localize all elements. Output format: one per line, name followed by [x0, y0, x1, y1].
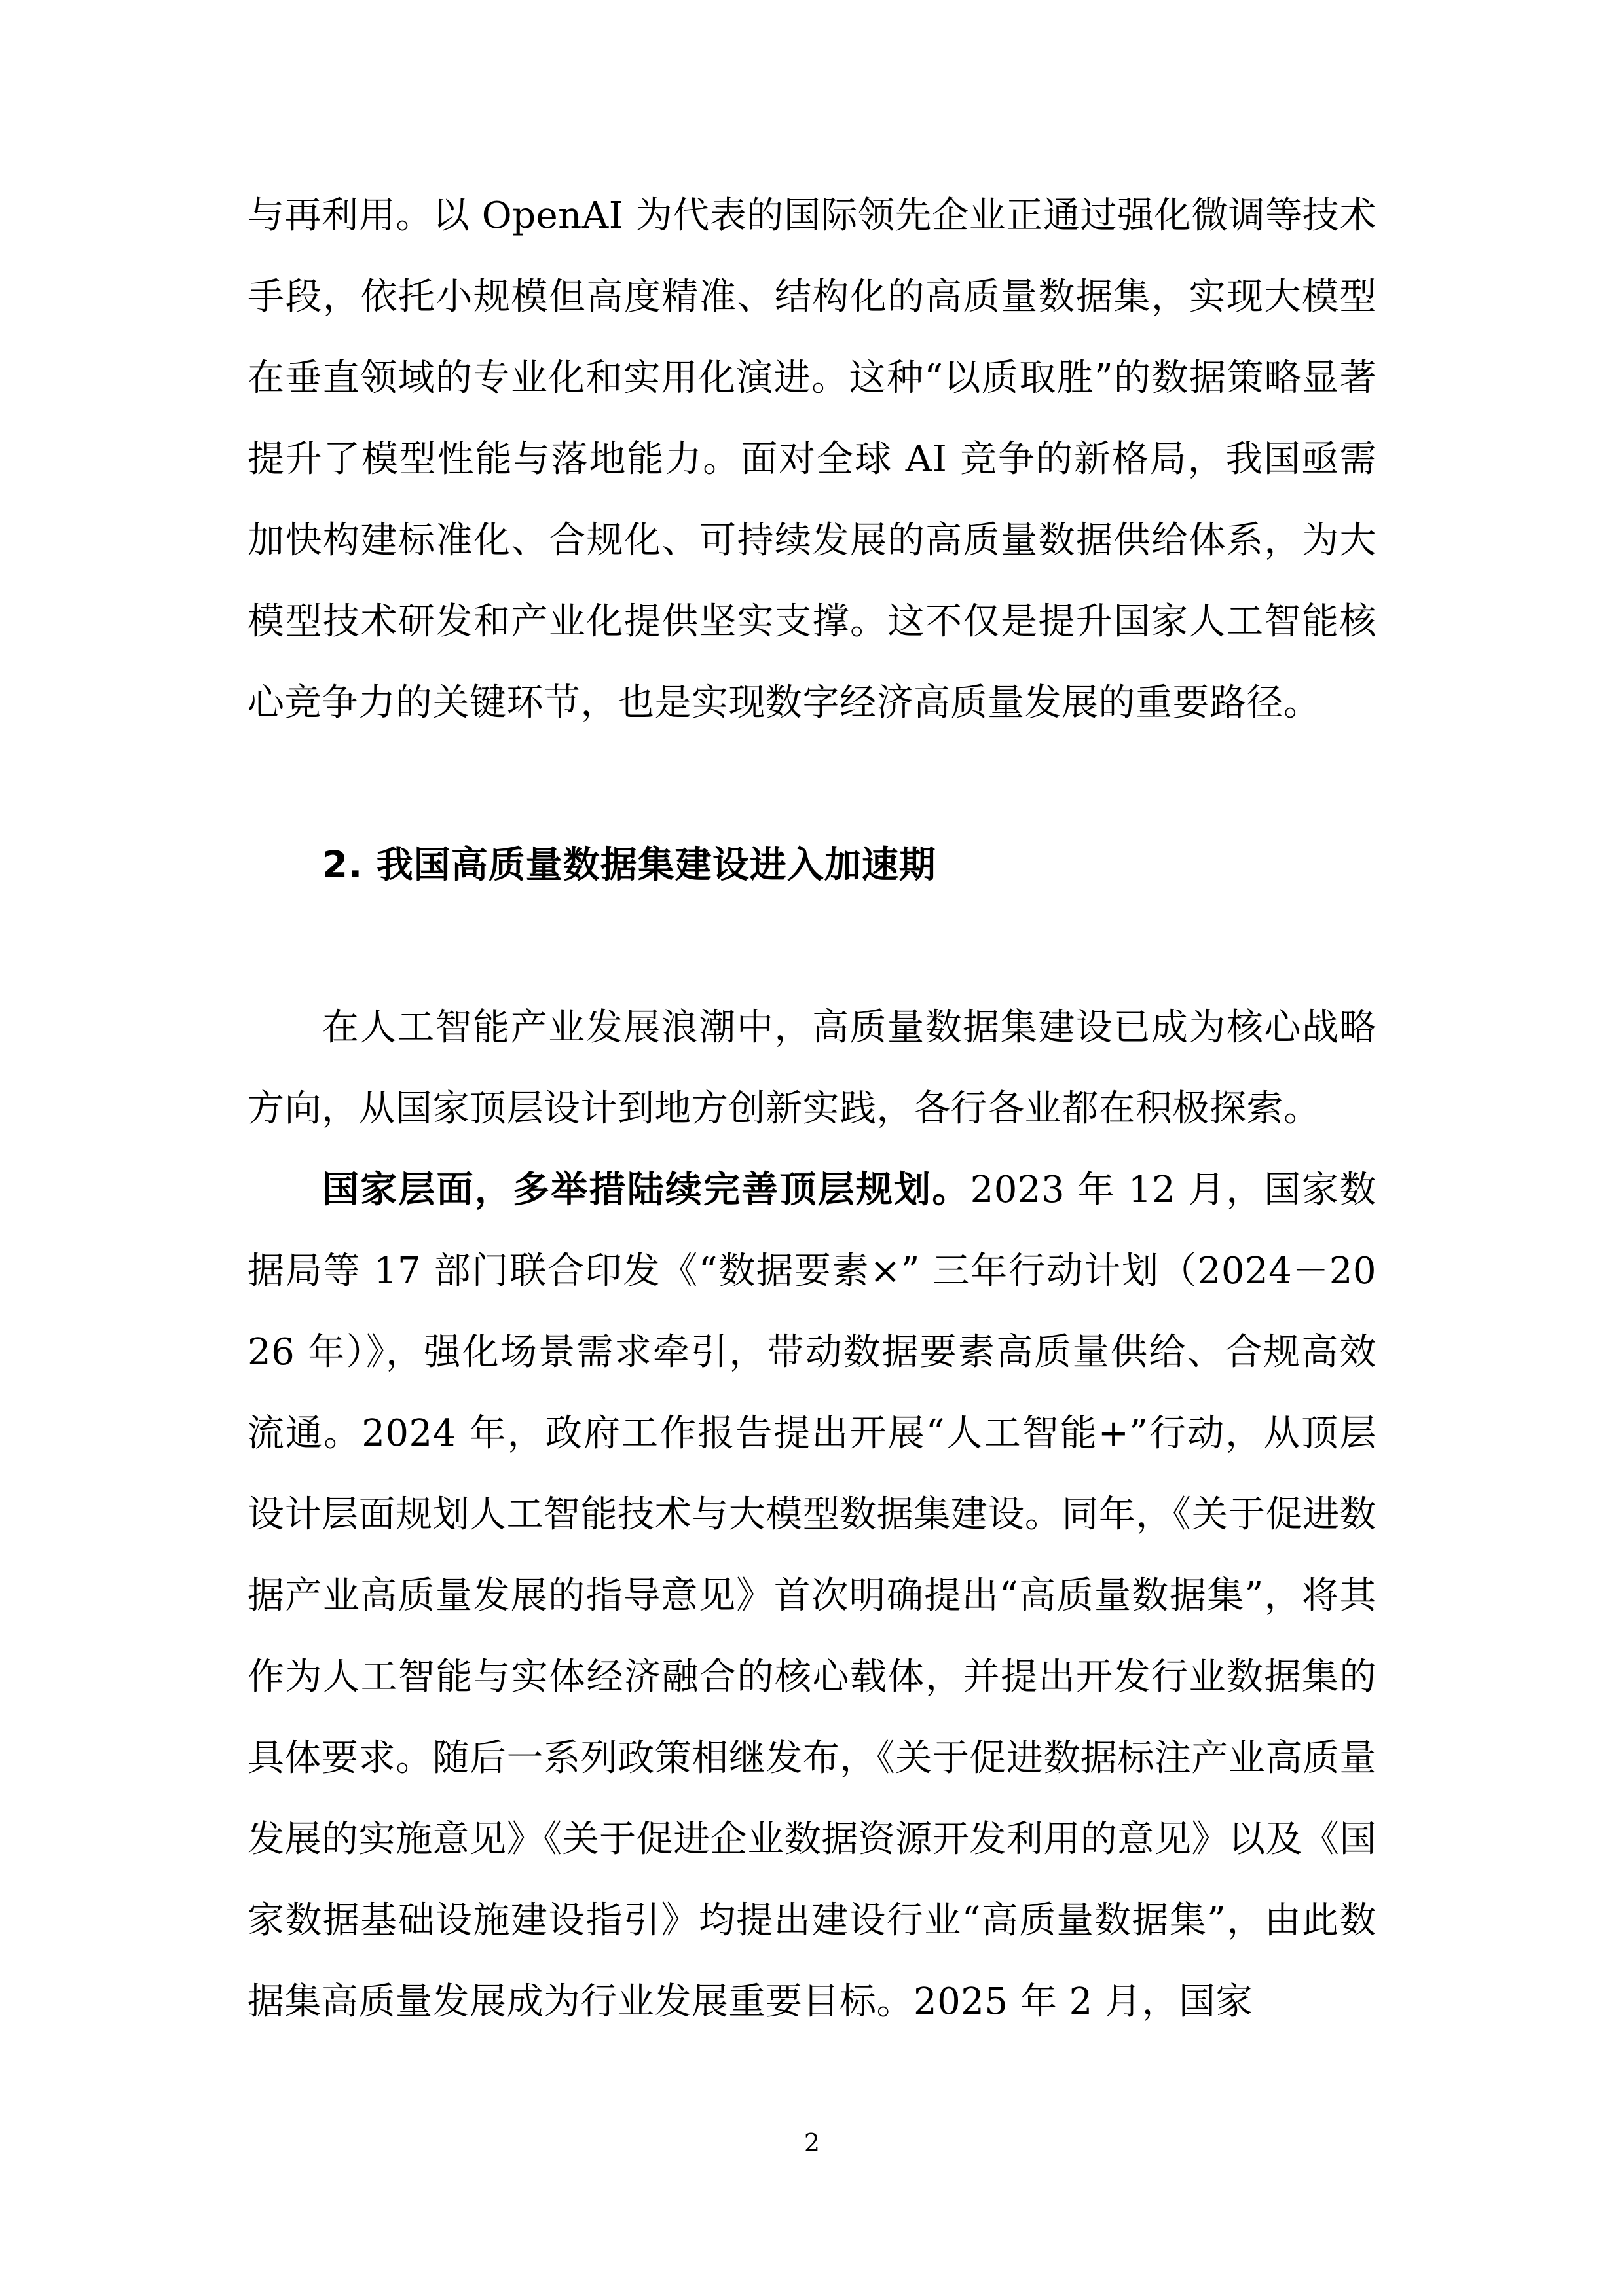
paragraph-continuation: 与再利用。以 OpenAI 为代表的国际领先企业正通过强化微调等技术手段，依托小规模但高度精准、结构化的高质量数据集，实现大模型在垂直领域的专业化和实用化演进。这种“以质取胜”的数据策略显著提升了模型性能与落地能力。面对全球 AI 竞争的新格局，我国亟需加快构建标准化、合规化、可持续发展的高质量数据供给体系，为大模型技术研发和产业化提供坚实支撑。这不仅是提升国家人工智能核心竞争力的关键环节，也是实现数字经济高质量发展的重要路径。	[248, 194, 1376, 724]
section-heading-2: 2. 我国高质量数据集建设进入加速期	[322, 844, 936, 886]
paragraph-body-text: 2023 年 12 月，国家数据局等 17 部门联合印发《“数据要素×” 三年行动计划（2024－2026 年）》，强化场景需求牵引，带动数据要素高质量供给、合规高效流通。2024 年，政府工作报告提出开展“人工智能+”行动，从顶层设计层面规划人工智能技术与大模型数据集建设。同年，《关于促进数据产业高质量发展的指导意见》首次明确提出“高质量数据集”，将其作为人工智能与实体经济融合的核心载体，并提出开发行业数据集的具体要求。随后一系列政策相继发布，《关于促进数据标注产业高质量发展的实施意见》《关于促进企业数据资源开发利用的意见》以及《国家数据基础设施建设指引》均提出建设行业“高质量数据集”，由此数据集高质量发展成为行业发展重要目标。2025 年 2 月，国家	[248, 1169, 1377, 2023]
page-number: 2	[803, 2128, 821, 2157]
paragraph-national-level	[248, 1150, 1376, 2043]
heading-spacer-after	[248, 906, 1376, 987]
page-content	[248, 175, 1376, 2043]
paragraph-lead-in: 国家层面，多举措陆续完善顶层规划。	[322, 1169, 970, 1211]
heading-spacer-before	[248, 744, 1376, 825]
paragraph-overview: 在人工智能产业发展浪潮中，高质量数据集建设已成为核心战略方向，从国家顶层设计到地方创新实践，各行各业都在积极探索。	[248, 1006, 1376, 1130]
